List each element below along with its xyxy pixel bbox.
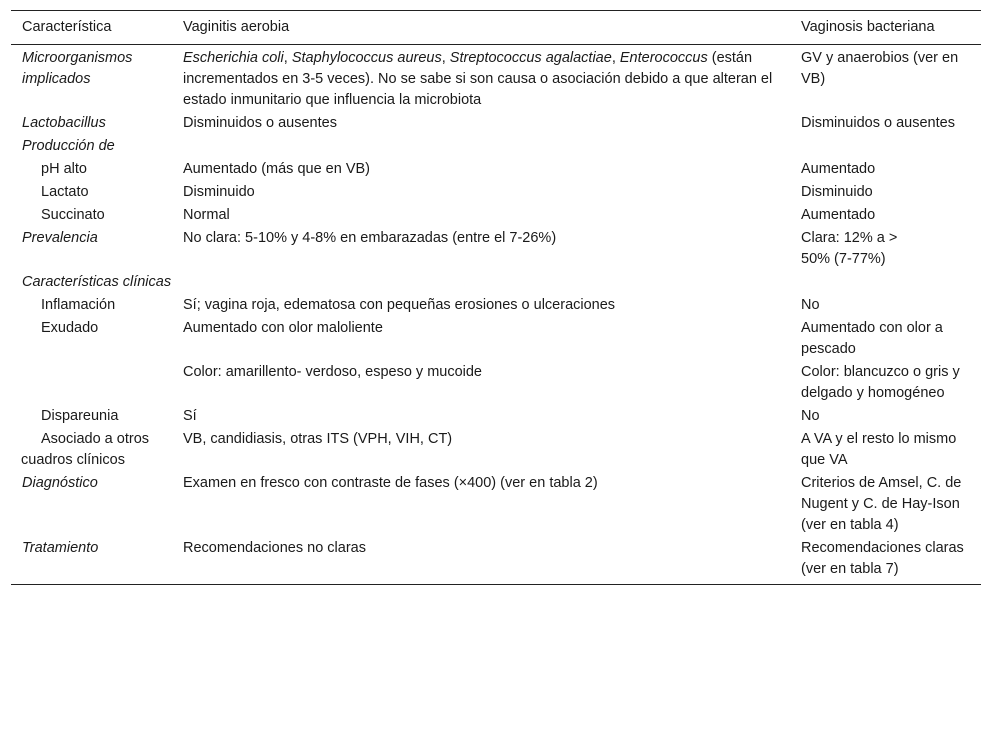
label-inflamacion: Inflamación	[41, 297, 116, 313]
org-sep2: ,	[441, 50, 450, 66]
vb-ph: Aumentado	[801, 161, 876, 177]
table-header-row	[11, 11, 981, 45]
va-asociado: VB, candidiasis, otras ITS (VPH, VIH, CT)	[183, 431, 453, 447]
label-exudado: Exudado	[41, 320, 99, 336]
va-dispareunia: Sí	[183, 408, 197, 424]
org-sep1: ,	[283, 50, 292, 66]
org-saureus: Staphylococcus aureus	[291, 50, 442, 66]
vb-asociado: A VA y el resto lo mismo que VA	[801, 431, 957, 468]
vb-prevalencia: Clara: 12% a > 50% (7-77%)	[801, 230, 898, 267]
label-lactobacillus: Lactobacillus	[22, 115, 106, 131]
va-color: Color: amarillento- verdoso, espeso y mucoide	[183, 364, 482, 380]
header-vaginosis-bacteriana: Vaginosis bacteriana	[801, 19, 935, 35]
row-tratamiento	[11, 538, 981, 584]
vb-diagnostico: Criterios de Amsel, C. de Nugent y C. de Hay-Ison (ver en tabla 4)	[801, 475, 962, 533]
label-lactato: Lactato	[41, 184, 89, 200]
comparison-table	[11, 10, 981, 585]
label-dispareunia: Dispareunia	[41, 408, 119, 424]
row-color	[11, 362, 981, 404]
row-succinato	[11, 205, 981, 226]
vb-inflamacion: No	[801, 297, 820, 313]
va-ph: Aumentado (más que en VB)	[183, 161, 370, 177]
row-asociado	[11, 429, 981, 471]
label-microorganismos: Microorganismos implicados	[22, 50, 133, 87]
label-tratamiento: Tratamiento	[22, 540, 99, 556]
row-prevalencia	[11, 228, 981, 270]
label-diagnostico: Diagnóstico	[22, 475, 98, 491]
row-ph	[11, 159, 981, 180]
va-prevalencia: No clara: 5-10% y 4-8% en embarazadas (entre el 7-26%)	[183, 230, 557, 246]
row-produccion	[11, 136, 981, 157]
va-lactato: Disminuido	[183, 184, 255, 200]
row-lactobacillus	[11, 113, 981, 134]
row-inflamacion	[11, 295, 981, 316]
label-succinato: Succinato	[41, 207, 105, 223]
label-produccion: Producción de	[22, 138, 115, 154]
va-diagnostico: Examen en fresco con contraste de fases (×400) (ver en tabla 2)	[183, 475, 598, 491]
row-diagnostico	[11, 473, 981, 536]
vb-succinato: Aumentado	[801, 207, 876, 223]
va-lactobacillus: Disminuidos o ausentes	[183, 115, 337, 131]
label-ph: pH alto	[41, 161, 87, 177]
vb-lactato: Disminuido	[801, 184, 873, 200]
label-clinicas: Características clínicas	[22, 274, 172, 290]
header-vaginitis-aerobia: Vaginitis aerobia	[183, 19, 290, 35]
vb-microorganismos: GV y anaerobios (ver en VB)	[801, 50, 959, 87]
va-microorganismos	[172, 48, 790, 111]
header-caracteristica: Característica	[22, 19, 112, 35]
vb-lactobacillus: Disminuidos o ausentes	[801, 115, 955, 131]
row-clinicas	[11, 272, 981, 293]
row-lactato	[11, 182, 981, 203]
row-dispareunia	[11, 406, 981, 427]
va-exudado: Aumentado con olor maloliente	[183, 320, 383, 336]
vb-dispareunia: No	[801, 408, 820, 424]
row-microorganismos	[11, 48, 981, 111]
label-prevalencia: Prevalencia	[22, 230, 98, 246]
row-exudado	[11, 318, 981, 360]
va-tratamiento: Recomendaciones no claras	[183, 540, 366, 556]
vb-color: Color: blancuzco o gris y delgado y homogéneo	[801, 364, 960, 401]
org-ecoli: Escherichia coli	[183, 50, 284, 66]
va-succinato: Normal	[183, 207, 230, 223]
org-sep3: ,	[611, 50, 620, 66]
org-enterococcus: Enterococcus	[619, 50, 708, 66]
va-microorganismos-rest: (están incrementados en 3-5 veces). No se sabe si son causa o asociación debido a que alteran el estado inmunitario que influencia la microbiota	[183, 50, 773, 108]
label-asociado: Asociado a otros cuadros clínicos	[21, 431, 150, 468]
vb-exudado: Aumentado con olor a pescado	[801, 320, 943, 357]
va-inflamacion: Sí; vagina roja, edematosa con pequeñas erosiones o ulceraciones	[183, 297, 616, 313]
org-sagalactiae: Streptococcus agalactiae	[449, 50, 612, 66]
vb-tratamiento: Recomendaciones claras (ver en tabla 7)	[801, 540, 964, 577]
